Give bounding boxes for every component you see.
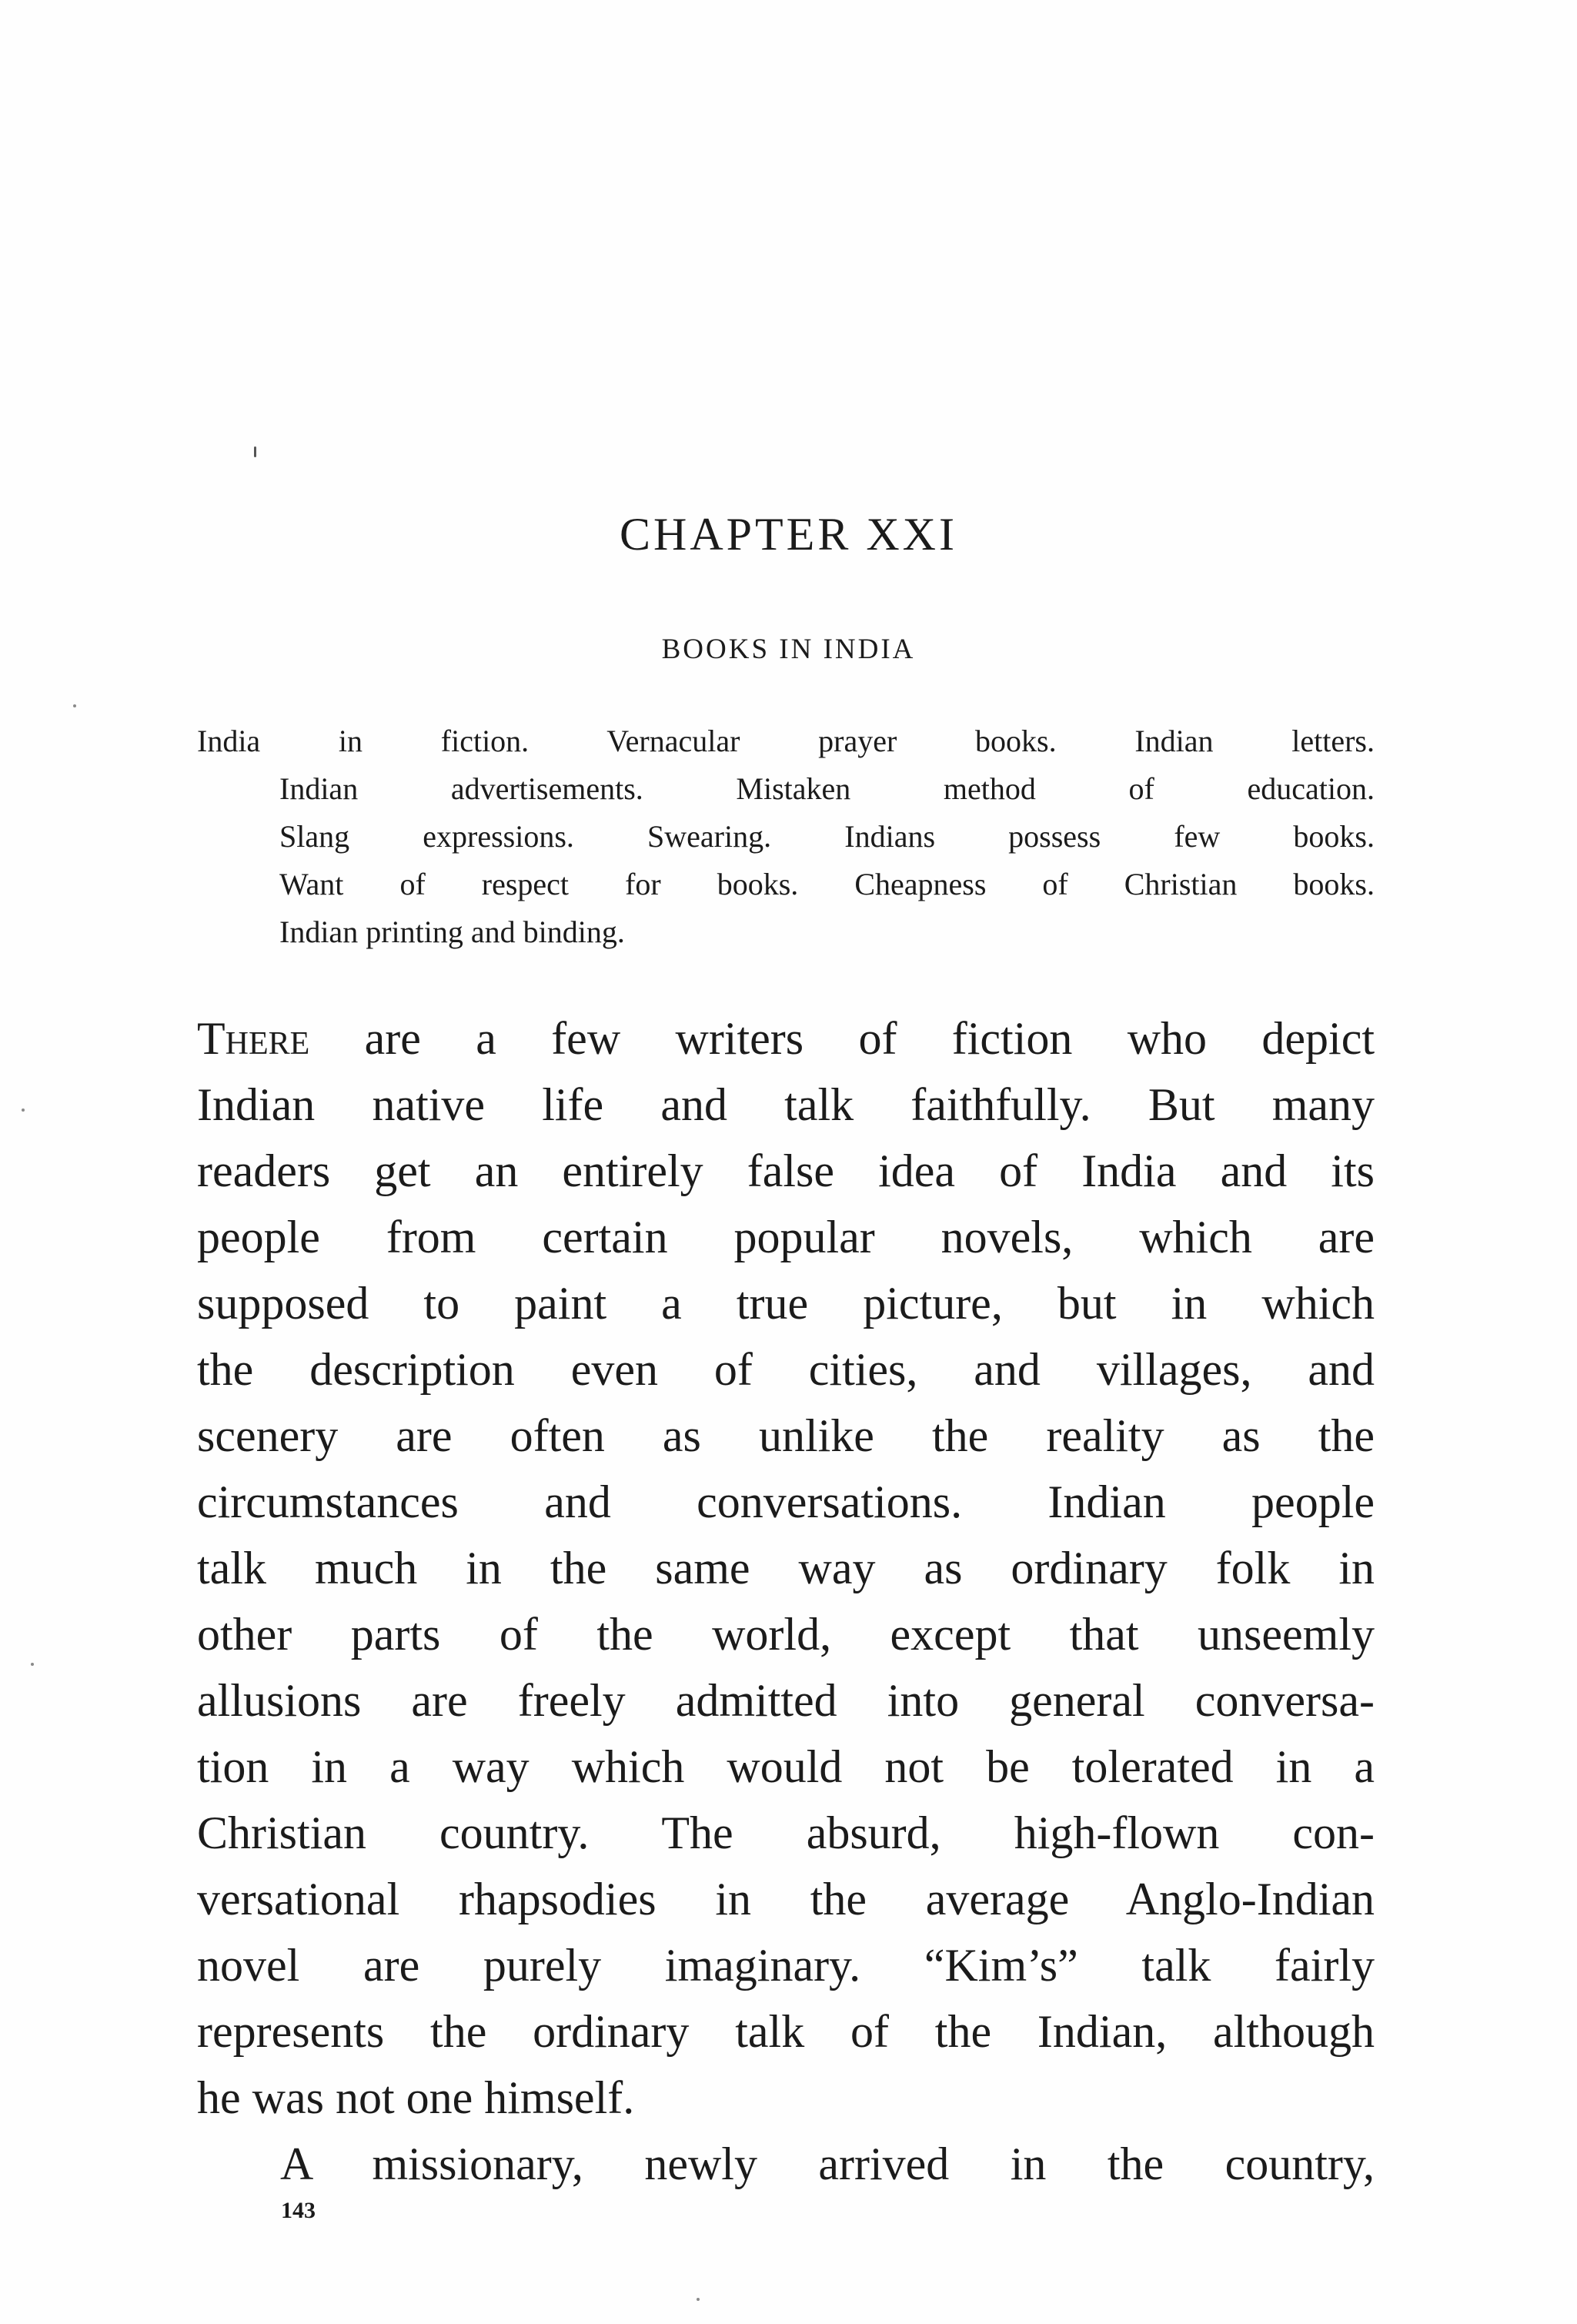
chapter-synopsis [197, 717, 1375, 956]
body-line: tion in a way which would not be tolerated in a [197, 1741, 1375, 1792]
synopsis-line: Indian printing and binding. [279, 915, 625, 949]
body-line: Indian native life and talk faithfully. But many [197, 1079, 1375, 1130]
body-line: circumstances and conversations. Indian people [197, 1476, 1375, 1527]
chapter-title: CHAPTER XXI [619, 509, 957, 560]
body-line: talk much in the same way as ordinary folk in [197, 1543, 1375, 1593]
paper-speck [22, 1108, 25, 1112]
body-line: the description even of cities, and villages, and [197, 1344, 1375, 1395]
chapter-subtitle: BOOKS IN INDIA [661, 634, 916, 665]
body-line [197, 1005, 1375, 1072]
body-line: supposed to paint a true picture, but in which [197, 1278, 1375, 1329]
synopsis-line: Indian advertisements. Mistaken method of education. [279, 771, 1375, 806]
body-line: other parts of the world, except that unseemly [197, 1609, 1375, 1660]
paper-speck [73, 704, 76, 707]
synopsis-line: Slang expressions. Swearing. Indians possess few books. [279, 819, 1375, 854]
body-line: novel are purely imaginary. “Kim’s” talk fairly [197, 1940, 1375, 1991]
second-paragraph-line: A missionary, newly arrived in the country, [280, 2138, 1375, 2189]
opening-word: There [197, 1013, 310, 1064]
paper-speck [697, 2298, 700, 2301]
body-text [197, 1005, 1375, 2197]
body-line: Christian country. The absurd, high-flown con- [197, 1807, 1375, 1858]
paper-speck [31, 1663, 34, 1666]
page-number: 143 [281, 2198, 316, 2223]
body-line: people from certain popular novels, which are [197, 1212, 1375, 1262]
synopsis-line: India in fiction. Vernacular prayer books. Indian letters. [197, 724, 1375, 758]
body-line: allusions are freely admitted into general conversa- [197, 1675, 1375, 1726]
paper-speck [254, 446, 256, 457]
body-line: he was not one himself. [197, 2072, 635, 2123]
body-line: scenery are often as unlike the reality as the [197, 1410, 1375, 1461]
synopsis-line: Want of respect for books. Cheapness of Christian books. [279, 867, 1375, 901]
body-line: readers get an entirely false idea of India and its [197, 1145, 1375, 1196]
body-line: versational rhapsodies in the average Anglo-Indian [197, 1874, 1375, 1924]
body-line: represents the ordinary talk of the Indian, although [197, 2006, 1375, 2057]
opening-line-rest: are a few writers of fiction who depict [309, 1013, 1375, 1064]
